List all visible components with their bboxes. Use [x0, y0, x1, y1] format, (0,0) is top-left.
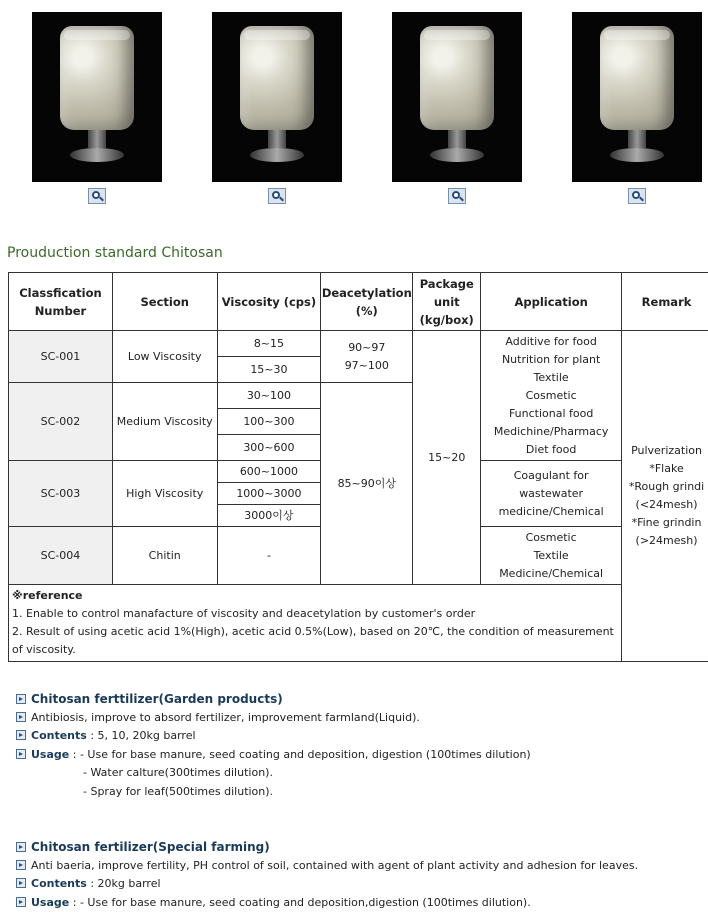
header-deacetylation: Deacetylation (%) [321, 273, 413, 331]
product-title: Chitosan fertilizer(Special farming) [31, 840, 270, 854]
cell-viscosity: - [217, 527, 321, 585]
remark-item: Pulverization [622, 442, 708, 460]
application-item: Functional food [481, 405, 621, 423]
application-item: Textile [481, 369, 621, 387]
application-item: Coagulant for [481, 467, 621, 485]
product-title: Chitosan ferttilizer(Garden products) [31, 692, 283, 706]
cell-viscosity: 30~100 [217, 383, 321, 409]
contents-value: : 5, 10, 20kg barrel [90, 729, 195, 742]
cell-section: Chitin [112, 527, 217, 585]
arrow-bullet-icon [16, 897, 26, 907]
chitosan-jar-photo[interactable] [212, 12, 342, 182]
usage-label: Usage [31, 896, 69, 909]
cell-code: SC-001 [9, 331, 113, 383]
remark-item: (<24mesh) [622, 496, 708, 514]
header-viscosity: Viscosity (cps) [217, 273, 321, 331]
cell-application [481, 461, 622, 527]
cell-viscosity: 1000~3000 [217, 483, 321, 505]
photo-gallery [0, 12, 708, 212]
application-item: Cosmetic [481, 529, 621, 547]
deac-value: 97~100 [321, 357, 412, 375]
application-item: Diet food [481, 441, 621, 459]
arrow-bullet-icon [16, 860, 26, 870]
cell-viscosity: 300~600 [217, 435, 321, 461]
cell-viscosity: 3000이상 [217, 505, 321, 527]
cell-remark [622, 331, 708, 662]
cell-code: SC-003 [9, 461, 113, 527]
arrow-bullet-icon [16, 749, 26, 759]
usage-line: : - Use for base manure, seed coating and deposition, digestion (100times dilution) [73, 748, 531, 761]
application-item: medicine/Chemical [481, 503, 621, 521]
arrow-bullet-icon [16, 712, 26, 722]
reference-row [9, 585, 708, 662]
application-item: Textile [481, 547, 621, 565]
usage-line: : - Use for base manure, seed coating and deposition,digestion (100times dilution). [73, 896, 531, 909]
cell-section: Medium Viscosity [112, 383, 217, 461]
application-item: Cosmetic [481, 387, 621, 405]
magnifier-icon[interactable] [448, 188, 466, 204]
contents-label: Contents [31, 729, 87, 742]
cell-section: Low Viscosity [112, 331, 217, 383]
magnifier-icon[interactable] [628, 188, 646, 204]
chitosan-jar-photo[interactable] [32, 12, 162, 182]
cell-application [481, 527, 622, 585]
section-title: Prouduction standard Chitosan [7, 245, 223, 261]
header-classification: Classfication Number [9, 273, 113, 331]
application-item: Nutrition for plant [481, 351, 621, 369]
contents-label: Contents [31, 877, 87, 890]
magnifier-icon[interactable] [88, 188, 106, 204]
cell-deacetylation: 85~90이상 [321, 383, 413, 585]
product-list [16, 690, 706, 912]
arrow-bullet-icon [16, 842, 26, 852]
table-row [9, 331, 708, 357]
arrow-bullet-icon [16, 730, 26, 740]
header-package: Package unit (kg/box) [413, 273, 481, 331]
magnifier-icon[interactable] [268, 188, 286, 204]
chitosan-jar-photo[interactable] [572, 12, 702, 182]
product-garden [16, 690, 706, 801]
header-section: Section [112, 273, 217, 331]
reference-note [9, 585, 622, 662]
cell-code: SC-004 [9, 527, 113, 585]
application-item: Medichine/Pharmacy [481, 423, 621, 441]
chitosan-jar-photo[interactable] [392, 12, 522, 182]
cell-application [481, 331, 622, 461]
usage-label: Usage [31, 748, 69, 761]
cell-package: 15~20 [413, 331, 481, 585]
remark-item: (>24mesh) [622, 532, 708, 550]
remark-item: *Fine grindin [622, 514, 708, 532]
application-item: Medicine/Chemical [481, 565, 621, 583]
cell-viscosity: 8~15 [217, 331, 321, 357]
arrow-bullet-icon [16, 694, 26, 704]
cell-section: High Viscosity [112, 461, 217, 527]
usage-line: - Water calture(300times dilution). [16, 764, 706, 783]
reference-line: 2. Result of using acetic acid 1%(High), acetic acid 0.5%(Low), based on 20℃, the condition of measurement of viscosity. [12, 623, 618, 659]
header-application: Application [481, 273, 622, 331]
cell-viscosity: 15~30 [217, 357, 321, 383]
product-description: Antibiosis, improve to absord fertilizer, improvement farmland(Liquid). [31, 711, 420, 724]
arrow-bullet-icon [16, 878, 26, 888]
contents-value: : 20kg barrel [90, 877, 160, 890]
chitosan-spec-table [8, 272, 708, 662]
cell-viscosity: 600~1000 [217, 461, 321, 483]
table-header-row [9, 273, 708, 331]
deac-value: 90~97 [321, 339, 412, 357]
application-item: Additive for food [481, 333, 621, 351]
header-remark: Remark [622, 273, 708, 331]
remark-item: *Flake [622, 460, 708, 478]
reference-line: 1. Enable to control manafacture of viscosity and deacetylation by customer's order [12, 605, 618, 623]
application-item: wastewater [481, 485, 621, 503]
cell-deacetylation [321, 331, 413, 383]
product-special [16, 838, 706, 912]
product-description: Anti baeria, improve fertility, PH control of soil, contained with agent of plant activity and adhesion for leaves. [31, 859, 638, 872]
usage-line: - Spray for leaf(500times dilution). [16, 783, 706, 802]
cell-code: SC-002 [9, 383, 113, 461]
cell-viscosity: 100~300 [217, 409, 321, 435]
remark-item: *Rough grindi [622, 478, 708, 496]
reference-title: ※reference [12, 587, 618, 605]
